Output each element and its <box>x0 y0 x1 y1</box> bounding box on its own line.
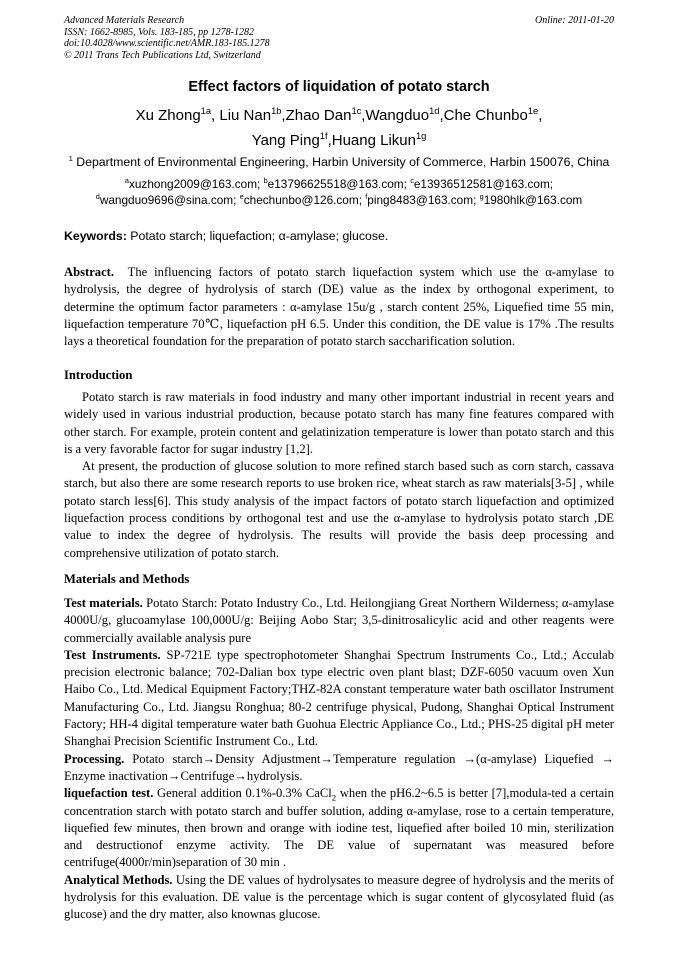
author-name: Che Chunbo <box>443 107 528 124</box>
keywords-text: Potato starch; liquefaction; α-amylase; glucose. <box>130 229 389 243</box>
paragraph-test-instruments <box>64 647 614 751</box>
paragraph-text: Potato Starch: Potato Industry Co., Ltd. Heilongjiang Great Northern Wilderness; α-amylase 4000U/g, glucoamylase 100,000U/g: Beijing Aobo Star; 3,5-dinitrosalicylic acid and other reagents were commercially available analysis pure <box>64 596 614 645</box>
email-sup: a <box>124 176 129 186</box>
keywords-label: Keywords: <box>64 229 127 243</box>
paragraph-text: General addition 0.1%-0.3% CaCl <box>157 786 332 801</box>
author-sup: 1f <box>319 131 328 141</box>
section-heading-introduction: Introduction <box>64 368 133 382</box>
author-line-1: Xu Zhong$^{1a}$, Liu Nan$^{1b}$,Zhao Dan$^{1c}$,Wangduo$^{1d}$,Che Chunbo$^{1e}$, <box>135 106 543 124</box>
author-name: Huang Likun <box>331 132 416 149</box>
email: chechunbo@126.com; <box>243 192 362 207</box>
author-name: Yang Ping <box>251 132 320 149</box>
email: 1980hlk@163.com <box>483 192 583 207</box>
email-sup: c <box>410 176 414 186</box>
author-sup: 1d <box>429 106 440 116</box>
paragraph-text: when the pH6.2~6.5 is better [7],modula-ted a certain concentration starch with potato starch and buffer solution, adding α-amylase, rose to a certain temperature, liquefied few minutes, then brown and orange with iodine test, liquefied after boiled 10 min, sterilization and destructionof enzyme activity. The DE value of supernatant was measured before centrifuge(4000r/min)separation of 30 min . <box>64 786 614 870</box>
paragraph: At present, the production of glucose solution to more refined starch based such as corn starch, cassava starch, but also there are some research reports to use broken rice, wheat starch as raw materials[3-5] , while potato starch less[6]. This study analysis of the impact factors of potato starch liquefaction and optimized liquefaction process conditions by orthogonal test and use the α-amylase to hydrolysis potato starch ,DE value to index the degree of hydrolysis. The results will provide the basis deep processing and comprehensive utilization of potato starch. <box>64 459 614 560</box>
paragraph: Potato starch is raw materials in food industry and many other important industrial in recent years and widely used in various industrial production, because potato starch has many fine features compared with other starch. For example, protein content and gelatinization temperature is lower than potato starch and this is a very favorable factor for sugar industry [1,2]. <box>64 390 614 456</box>
keywords <box>64 229 388 243</box>
author-line-2: Yang Ping$^{1f}$,Huang Likun$^{1g}$ <box>251 131 427 149</box>
journal-copyright: © 2011 Trans Tech Publications Ltd, Switzerland <box>64 49 261 61</box>
email-line-1 <box>40 177 638 193</box>
paragraph-processing <box>64 751 614 786</box>
run-in-heading: Test materials. <box>64 596 143 610</box>
affiliation-sup: 1 <box>68 153 73 163</box>
author-sup: 1c <box>351 106 362 116</box>
paragraph-liquefaction-test <box>64 785 614 871</box>
abstract-label: Abstract. <box>64 265 115 279</box>
subscript: 2 <box>331 792 337 803</box>
author-name: Liu Nan <box>219 107 272 124</box>
journal-doi: doi:10.4028/www.scientific.net/AMR.183-185.1278 <box>64 38 270 49</box>
email: xuzhong2009@163.com; <box>128 177 261 191</box>
paper-title: Effect factors of liquidation of potato starch <box>188 79 490 95</box>
paragraph-text: SP-721E type spectrophotometer Shanghai Spectrum Instruments Co., Ltd.; Acculab precision electronic balance; 702-Dalian box type electric oven plant blast; DZF-6050 vacuum oven Xun Haibo Co., Ltd. Medical Equipment Factory;THZ-82A constant temperature water bath oscillator Instrument Manufacturing Co., Ltd. Jiangsu Ronghua; 80-2 centrifuge physical, Pudong, Shanghai Optical Instrument Factory; HH-4 digital temperature water bath Guohua Electric Appliance Co., Ltd.; PHS-25 digital pH meter Shanghai Precision Scientific Instrument Co., Ltd. <box>64 647 614 749</box>
paragraph-text: Using the DE values of hydrolysates to measure degree of hydrolysis and the merits of hydrolysis for this evaluation. DE value is the percentage which is sugar content of glycosylated fluid (as glucose) and the dry matter, also knownas glucose. <box>64 872 614 922</box>
email: ping8483@163.com; <box>367 192 477 207</box>
run-in-heading: Processing. <box>64 751 125 766</box>
abstract <box>64 264 614 350</box>
run-in-heading: Test Instruments. <box>64 647 161 662</box>
author-sup: 1b <box>271 106 282 116</box>
run-in-heading: Analytical Methods. <box>64 872 173 887</box>
author-name: Wangduo <box>365 107 430 124</box>
email-sup: d <box>95 191 100 201</box>
email: wangduo9696@sina.com; <box>99 192 237 207</box>
journal-issn: ISSN: 1662-8985, Vols. 183-185, pp 1278-1282 <box>64 26 254 38</box>
methods-body <box>64 595 614 924</box>
journal-header <box>64 15 270 61</box>
author-sup: 1g <box>415 131 427 141</box>
email-line-2 <box>40 193 638 209</box>
introduction-body <box>64 389 614 562</box>
author-name: Zhao Dan <box>285 107 352 124</box>
author-sup: 1a <box>200 106 212 116</box>
journal-name: Advanced Materials Research <box>64 15 185 26</box>
email: e13796625518@163.com; <box>267 177 407 191</box>
email-sup: f <box>365 191 368 201</box>
online-date: Online: 2011-01-20 <box>535 15 614 26</box>
run-in-heading: liquefaction test. <box>64 786 154 801</box>
author-sup: 1e <box>527 106 539 116</box>
paragraph-analytical-methods <box>64 872 614 924</box>
affiliation <box>40 155 638 169</box>
section-heading-methods: Materials and Methods <box>64 572 190 586</box>
author-name: Xu Zhong <box>135 107 201 124</box>
email-sup: b <box>263 176 268 186</box>
paragraph-text: Potato starch→Density Adjustment→Temperature regulation →(α-amylase) Liquefied → Enzyme inactivation→Centrifuge→hydrolysis. <box>64 751 614 783</box>
affiliation-text: Department of Environmental Engineering, Harbin University of Commerce, Harbin 150076, China <box>76 155 610 169</box>
email: e13936512581@163.com; <box>413 177 554 191</box>
email-sup: e <box>239 191 244 201</box>
email-sup: g <box>479 191 484 201</box>
abstract-text: The influencing factors of potato starch liquefaction system which use the α-amylase to hydrolysis, the degree of hydrolysis of starch (DE) value as the index by orthogonal experiment, to determine the optimum factor parameters : α-amylase 15u/g , starch content 25%, Liquefied time 55 min, liquefaction temperature 70℃, liquefaction pH 6.5. Under this condition, the DE value is 17% .The results lays a theoretical foundation for the preparation of potato starch saccharification solution. <box>64 265 614 349</box>
paragraph-test-materials <box>64 595 614 647</box>
author-emails <box>40 177 638 208</box>
